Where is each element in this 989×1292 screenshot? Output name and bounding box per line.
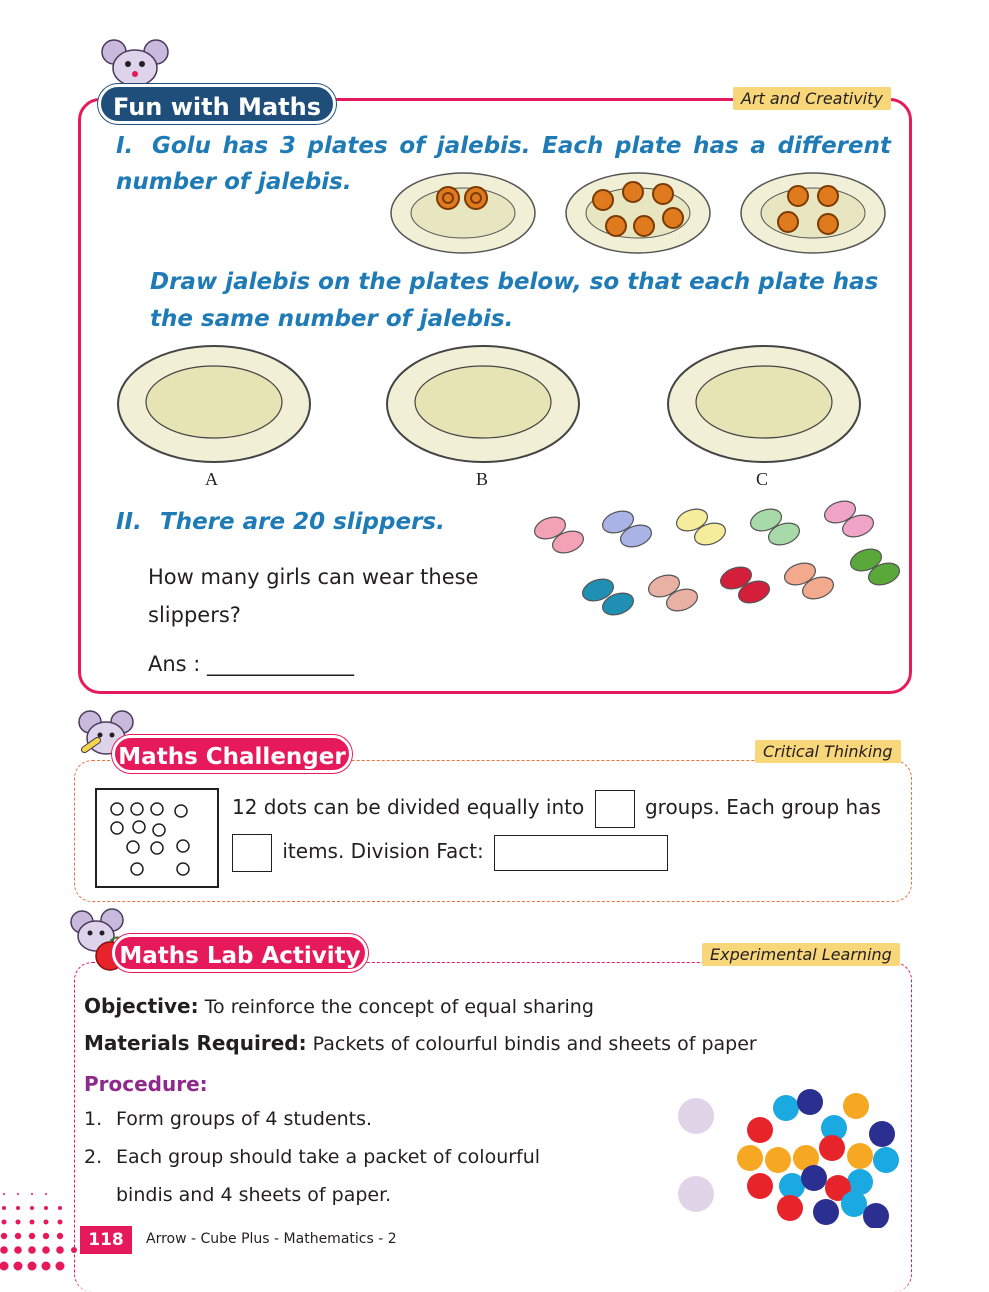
question-2-number: II. <box>116 509 142 535</box>
challenger-line-2 <box>232 830 668 872</box>
challenger-text-2a: items. Division Fact: <box>282 839 484 863</box>
experimental-learning-tag: Experimental Learning <box>702 943 900 966</box>
objective-line <box>84 994 594 1018</box>
question-1-text: Golu has 3 plates of jalebis. Each plate has a different number of jalebis. <box>116 133 891 195</box>
plate-label-c: C <box>756 469 769 489</box>
bindis-illustration <box>670 1078 910 1228</box>
question-2 <box>116 509 445 535</box>
slipper-pair-red <box>718 563 773 607</box>
question-2-text: There are 20 slippers. <box>160 509 445 535</box>
challenger-line-1 <box>232 786 881 828</box>
challenger-text-1a: 12 dots can be divided equally into <box>232 795 585 819</box>
question-1-number: I. <box>116 133 134 159</box>
procedure-step <box>84 1184 391 1206</box>
empty-plate-a <box>118 346 310 462</box>
procedure-heading: Procedure: <box>84 1072 208 1096</box>
critical-thinking-tag: Critical Thinking <box>755 740 901 763</box>
slipper-pair-teal <box>580 575 637 619</box>
fun-with-maths-title: Fun with Maths <box>98 84 336 124</box>
question-1-instruction: Draw jalebis on the plates below, so that each plate has the same number of jalebis. <box>150 269 879 332</box>
objective-text: To reinforce the concept of equal sharing <box>204 996 594 1018</box>
step-number: 2. <box>84 1146 103 1168</box>
challenger-text-1b: groups. Each group has <box>644 795 881 819</box>
plate-with-2-jalebis <box>391 173 535 253</box>
sheet-circle <box>678 1176 714 1212</box>
materials-line <box>84 1031 757 1055</box>
maths-challenger-title: Maths Challenger <box>112 735 352 773</box>
decorative-dots <box>0 1186 80 1280</box>
plate-label-b: B <box>476 469 489 489</box>
slipper-pair-peach <box>646 571 701 615</box>
plate-with-4-jalebis <box>741 173 885 253</box>
answer-line: Ans : ______________ <box>148 652 355 676</box>
book-title: Arrow - Cube Plus - Mathematics - 2 <box>146 1231 397 1247</box>
question-2-prompt: How many girls can wear these slippers? <box>148 565 479 627</box>
items-answer-box[interactable] <box>232 834 272 872</box>
procedure-step <box>84 1108 372 1130</box>
empty-plates-illustration <box>116 344 916 466</box>
dots-box <box>95 788 219 888</box>
step-text: Form groups of 4 students. <box>116 1108 373 1130</box>
page-number: 118 <box>80 1226 132 1254</box>
materials-label: Materials Required: <box>84 1031 307 1055</box>
slipper-pair-lavender <box>600 507 655 551</box>
procedure-step <box>84 1146 540 1168</box>
sheet-circle <box>678 1098 714 1134</box>
jalebi-plates-illustration <box>388 170 908 260</box>
groups-answer-box[interactable] <box>595 790 635 828</box>
slippers-illustration <box>528 498 908 633</box>
step-text: Each group should take a packet of colourful <box>116 1146 541 1168</box>
slipper-pair-mint <box>748 505 803 549</box>
empty-plate-b <box>387 346 579 462</box>
division-fact-box[interactable] <box>494 835 668 871</box>
slipper-pair-green <box>848 545 903 589</box>
step-text: bindis and 4 sheets of paper. <box>116 1184 392 1206</box>
objective-label: Objective: <box>84 994 199 1018</box>
empty-plate-c <box>668 346 860 462</box>
slipper-pair-yellow <box>674 505 729 549</box>
plate-with-6-jalebis <box>566 173 710 253</box>
slipper-pair-salmon <box>782 559 837 603</box>
plate-label-a: A <box>205 469 218 489</box>
slipper-pair-pink <box>532 513 587 557</box>
art-creativity-tag: Art and Creativity <box>733 87 891 110</box>
step-number: 1. <box>84 1108 103 1130</box>
materials-text: Packets of colourful bindis and sheets of paper <box>312 1033 757 1055</box>
maths-lab-title: Maths Lab Activity <box>112 934 368 972</box>
slipper-pair-rose <box>822 498 877 541</box>
bindis-pile <box>737 1089 899 1228</box>
twelve-dots-icon <box>97 790 217 886</box>
